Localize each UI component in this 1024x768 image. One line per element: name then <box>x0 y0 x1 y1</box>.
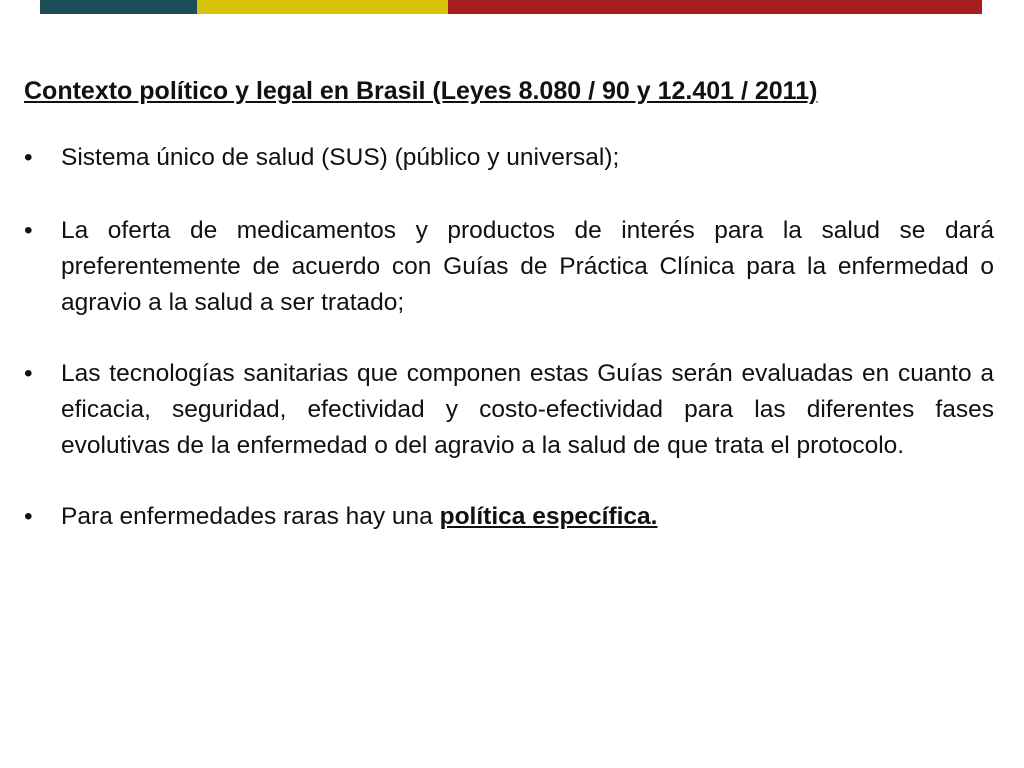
top-color-bar <box>40 0 982 14</box>
bullet-text: Las tecnologías sanitarias que componen estas Guías serán evaluadas en cuanto a eficacia, seguridad, efectividad y costo-efectividad para las diferentes fases evolutivas de la enfermedad o del agravio a la salud de que trata el protocolo. <box>61 360 994 459</box>
bullet-text: Sistema único de salud (SUS) (público y universal); <box>61 144 620 171</box>
bullet-list <box>24 140 994 535</box>
politica-especifica-emphasis: política específica. <box>439 503 658 530</box>
bullet-text: La oferta de medicamentos y productos de interés para la salud se dará preferentemente de acuerdo con Guías de Práctica Clínica para la enfermedad o agravio a la salud a ser tratado; <box>61 217 994 316</box>
bullet-item-enfermedades-raras <box>24 499 994 535</box>
bullet-item-tecnologias <box>24 356 994 464</box>
top-bar-teal-segment <box>40 0 197 14</box>
bullet-text: Para enfermedades raras hay una <box>61 503 440 530</box>
bullet-item-medicamentos <box>24 213 994 321</box>
slide-content <box>24 74 994 535</box>
top-bar-yellow-segment <box>197 0 448 14</box>
bullet-item-sus <box>24 140 994 176</box>
slide-title: Contexto político y legal en Brasil (Leyes 8.080 / 90 y 12.401 / 2011) <box>24 77 818 105</box>
top-bar-red-segment <box>448 0 982 14</box>
